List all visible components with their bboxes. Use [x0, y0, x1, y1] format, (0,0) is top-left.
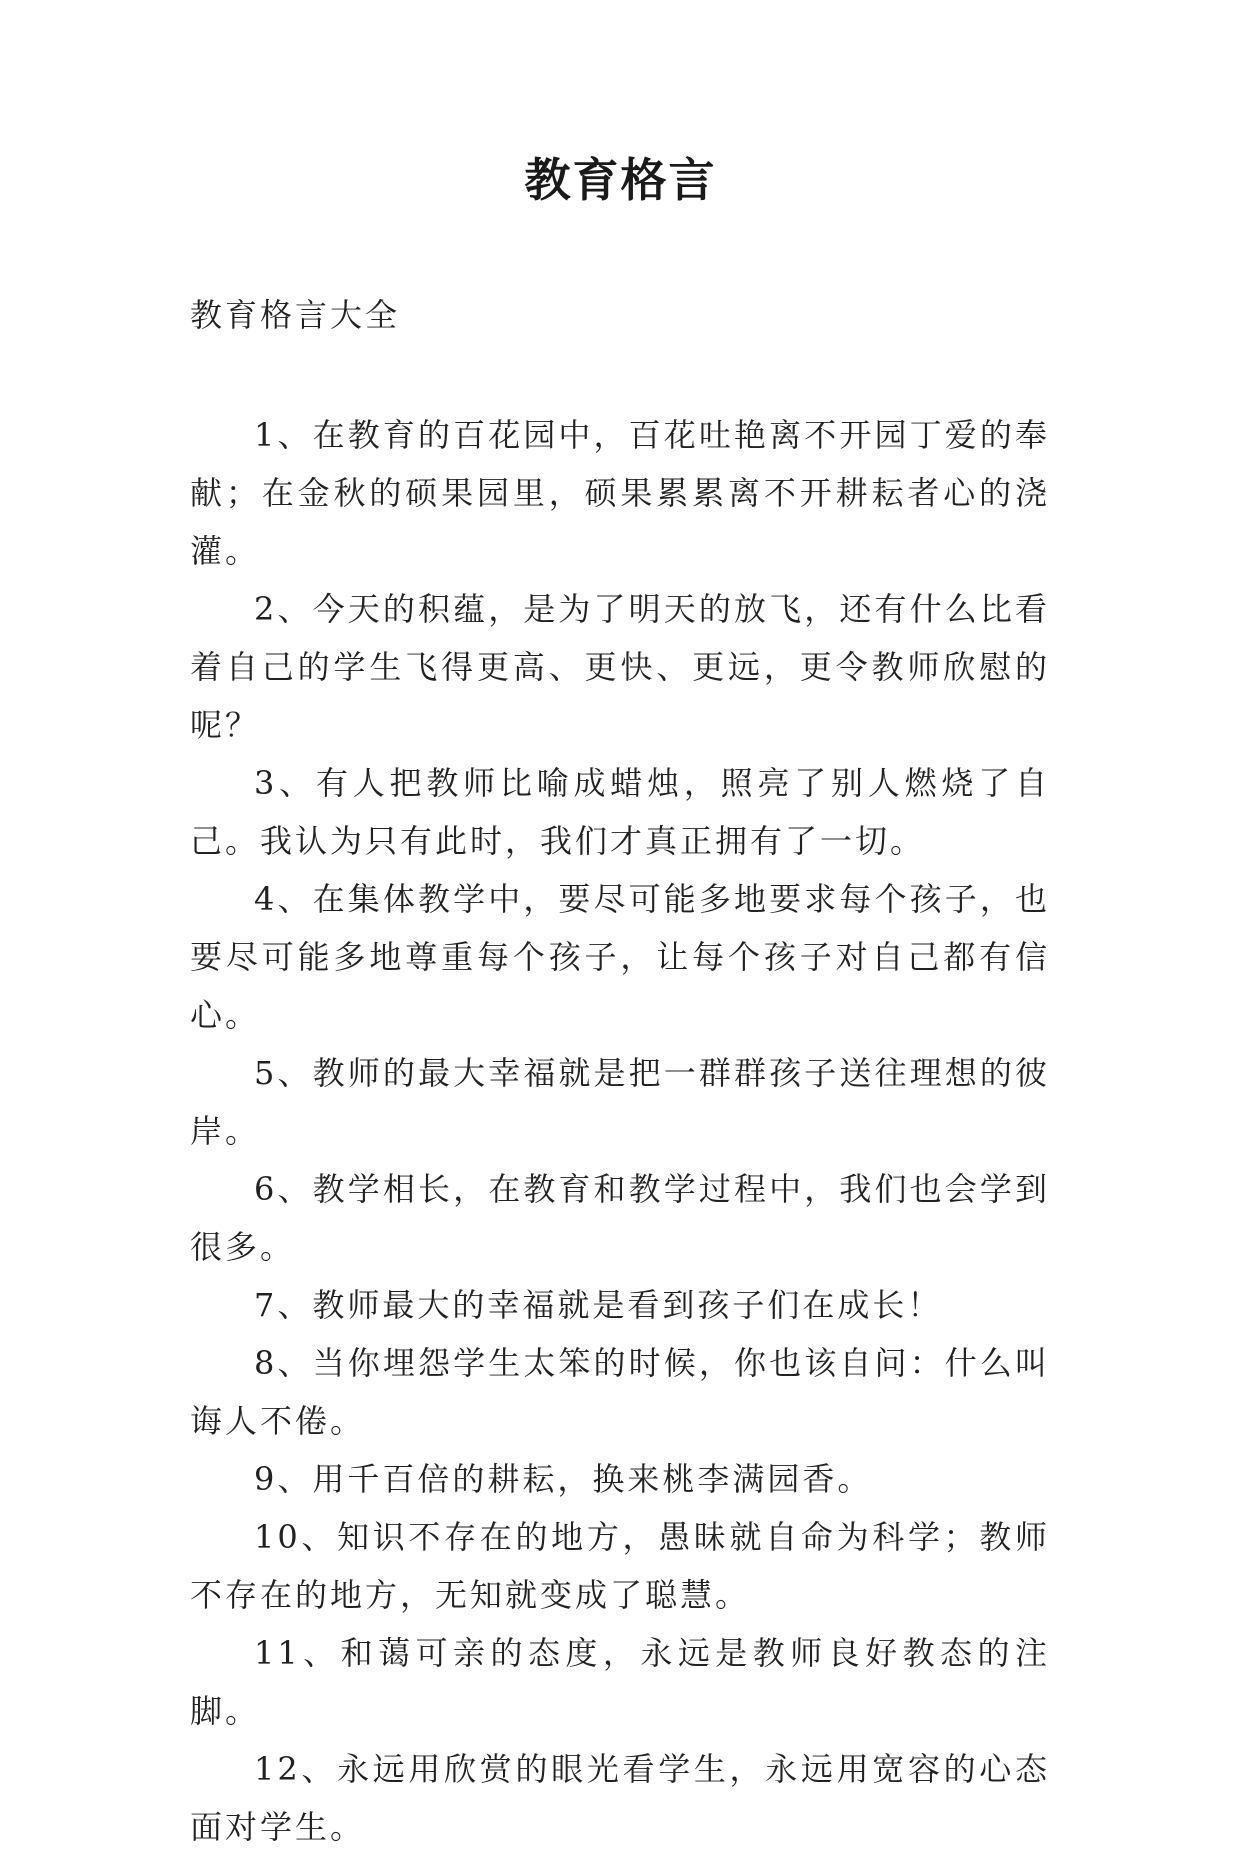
- entry-11: 11、和蔼可亲的态度，永远是教师良好教态的注脚。: [190, 1634, 1050, 1730]
- entry-5: 5、教师的最大幸福就是把一群群孩子送往理想的彼岸。: [190, 1054, 1050, 1150]
- entry-7: 7、教师最大的幸福就是看到孩子们在成长！: [254, 1286, 943, 1324]
- entry-8: 8、当你埋怨学生太笨的时候，你也该自问：什么叫诲人不倦。: [190, 1344, 1050, 1440]
- entry-10: 10、知识不存在的地方，愚昧就自命为科学；教师不存在的地方，无知就变成了聪慧。: [190, 1518, 1050, 1614]
- entry-4: 4、在集体教学中，要尽可能多地要求每个孩子，也要尽可能多地尊重每个孩子，让每个孩子对自己都有信心。: [190, 880, 1050, 1034]
- entry-6: 6、教学相长，在教育和教学过程中，我们也会学到很多。: [190, 1170, 1050, 1266]
- entry-3: 3、有人把教师比喻成蜡烛，照亮了别人燃烧了自己。我认为只有此时，我们才真正拥有了一切。: [190, 764, 1050, 860]
- document-title: 教育格言: [524, 153, 717, 207]
- entry-12: 12、永远用欣赏的眼光看学生，永远用宽容的心态面对学生。: [190, 1750, 1050, 1846]
- entry-2: 2、今天的积蕴，是为了明天的放飞，还有什么比看着自己的学生飞得更高、更快、更远，更令教师欣慰的呢？: [190, 590, 1050, 744]
- document-subtitle: 教育格言大全: [190, 296, 401, 334]
- entry-9: 9、用千百倍的耕耘，换来桃李满园香。: [254, 1460, 873, 1498]
- entry-list: [190, 406, 1050, 1856]
- entry-1: 1、在教育的百花园中，百花吐艳离不开园丁爱的奉献；在金秋的硕果园里，硕果累累离不开耕耘者心的浇灌。: [190, 416, 1050, 570]
